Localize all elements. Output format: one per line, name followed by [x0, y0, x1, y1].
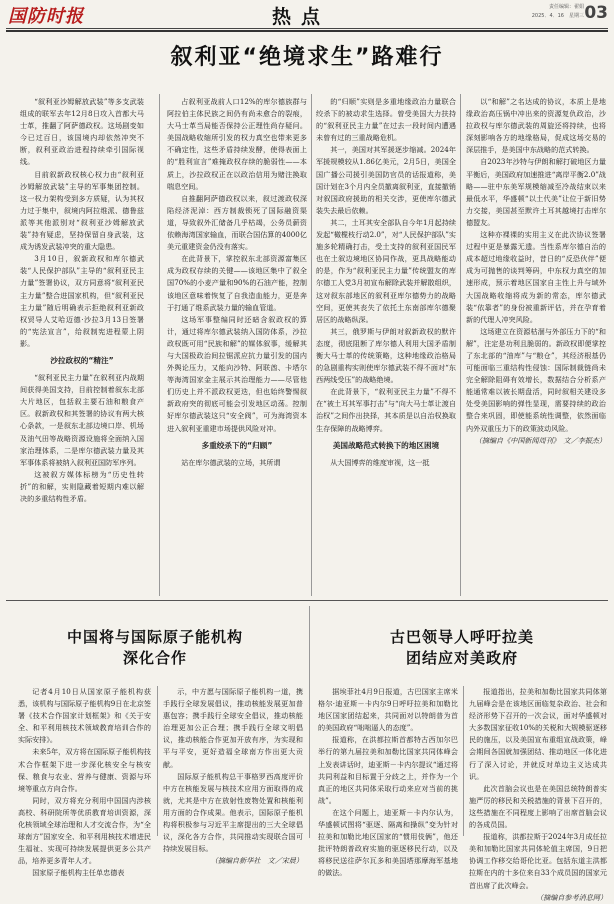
lead-column-3	[316, 96, 456, 592]
header-rule-thick	[6, 30, 608, 32]
bottom-left-column-2	[163, 686, 303, 866]
paragraph: 报道指出，拉美和加勒比国家共同体第九届峰会是在该地区面临复杂政治、社会和经济形势下召开的一次会议，面对华盛顿对大多数国家征收10%的关税和大规模驱逐移民的施压，以及美国宣布重组宣战政策，峰会期间各国就加强团结、推动地区一体化进行了深入讨论，并就反对单边主义达成共识。	[469, 687, 607, 781]
paragraph: 在这个问题上，迪亚斯－卡内尔认为，华盛顿试图将“驱逐、隔离和操纵”变为针对拉美和加勒比地区国家的“惯用伎俩”，他还批评特朗普政府实施的驱逐移民行动，以及将移民送往萨尔瓦多和美国塔那摩海军基地的做法。	[318, 807, 458, 878]
headline-line: 团结应对美政府	[405, 649, 518, 667]
paragraph: 国际原子能机构总干事格罗西高度评价中方在核能发展与核技术应用方面取得的成就，尤其是中方在放射性废物处置和核能利用方面的合作成果。他表示，国际原子能机构将积极参与习近平主席提出的三大全球倡议，深化各方合作，共同推动实现联合国可持续发展目标。	[163, 771, 303, 854]
bottom-right-headline	[316, 627, 608, 669]
article-credit: （摘编自参考消息网）	[536, 892, 607, 902]
column-divider	[311, 94, 312, 596]
paragraph: 记者4月10日从国家原子能机构获悉，该机构与国际原子能机构9日在北京签署《技术合作国家计划框架》和《关于安全、和平利用核技术领域教育培训合作的实际安排》。	[18, 687, 151, 745]
paragraph: 目前叙新政权核心权力由“叙利亚沙姆解放武装”主导的军事集团控制。这一权力架构受到多方质疑，认为其权力过于集中，叙境内阿拉维派、德鲁兹派等其他派别对“叙利亚沙姆解放武装”持有疑虑，坚持保留自身武装，这成为诱发武装冲突的重大隐患。	[20, 169, 144, 252]
page-header	[0, 0, 614, 28]
article-credit: （摘编自新华社 文／宋晨）	[210, 856, 303, 866]
paragraph: 的“归顺”实则是多重地缘政治力量联合绞杀下的被动求生选择。曾受美国大力扶持的“叙利亚民主力量”在过去一段时间内遭遇未曾有过的三重战略危机。	[316, 97, 456, 143]
column-divider	[159, 94, 160, 596]
paragraph: 示，中方愿与国际原子能机构一道，携手践行全球发展倡议，推动核能发展更加普惠包容；携手践行全球安全倡议，推动核能治理更加公正合理；携手践行全球文明倡议，推动核能合作更加开放有序，为实现和平与平安，更好造福全球南方作出更大贡献。	[163, 687, 303, 769]
paragraph: 这场军事整编同时还暗含叙政权的算计，通过将库尔德武装纳入国防体系，沙拉政权既可用“民族和解”的媒体叙事，缓解其与大国极政治间拉锯派应抗力量引发的国内外舆论压力，又能向沙特、阿联酋、卡塔尔等海湾国家金主展示其治理能力——尽管他们历史上并不派政权更迭，但也始终警惕叙新政府突的彻底可能会引发地区动荡。控制好库尔德武装这只“安全阀”，可为海湾资本进入叙利亚重建市场提供风险对冲。	[167, 314, 307, 433]
header-rule	[6, 28, 608, 29]
paragraph: 自推翻阿萨德政权以来，叙过渡政权深陷经济泥淖：西方制裁锁死了国际融资渠道，导致叙外汇储备几乎枯竭，公务员薪资依赖海湾国家输血，而联合国估算的4000亿美元重建资金仍没有落实。	[167, 193, 307, 252]
editor-line: 责任编辑：翟娟	[548, 4, 584, 10]
paragraph: “叙利亚沙姆解放武装”等多支武装组成的联军去年12月8日攻入首都大马士革，推翻了阿萨德政权。这场剧变如今已过百日，该国境内却依然冲突不断，叙利亚政治进程持续牵引国际视线。	[20, 97, 144, 167]
subheading: 多重绞杀下的“归顾”	[201, 440, 273, 450]
paragraph: 其二，土耳其安全部队自今年1月起持续发起“橄榄枝行动2.0”，对“人民保护部队”实施多轮精确打击，受土支持的叙利亚国民军也在土叙边境地区协同作战，更具战略能动的是，作为“叙利亚民主力量”传统盟友的库尔德工人党3月初宣布解除武装并解散组织，这对叙东部地区的叙利亚库尔德势力的战略空间，更使其丧失了依托土东南部库尔德聚居区的战略纵深。	[316, 217, 456, 324]
headline-line: 深化合作	[122, 649, 187, 667]
column-divider	[463, 686, 464, 836]
headline-line: 中国将与国际原子能机构	[66, 628, 243, 646]
header-info	[532, 3, 584, 21]
bottom-right-column-1	[318, 686, 458, 878]
paragraph: 自2023年沙特与伊朗和解打破地区力量平衡后，美国政府加速推进“离岸平衡2.0”战略——驻中东美军规模缩减至冷战结束以来最低水平，华盛顿“以土代美”让位于新旧势力交接，美国甚至默许土耳其越境打击库尔德盟友。	[466, 157, 606, 227]
article-credit: （摘编自《中国新闻周刊》 文／李振杰）	[474, 435, 606, 445]
column-divider	[460, 94, 461, 596]
paragraph: 报道称，洪都拉斯于2024年3月成任拉美和加勒比国家共同体轮值主席国，9日把协调工作移交给哥伦比亚。包括东道主洪都拉斯在内的十多位来自33个成员国的国家元首出席了此次峰会。	[469, 832, 607, 890]
paragraph: 这被叙方媒体标榜为“历史性转折”的和解，实则隐藏着短期内难以解决的多重结构性矛盾。	[20, 469, 144, 503]
paragraph: 这场建立在资源枯涸与外部压力下的“和解”，注定是功利且脆弱的。新政权即便掌控了东北部的“油库”与“粮仓”，其经济根基仍可能面临三重结构性侵蚀：国际制裁链尚未完全解除阻碍有效增长，数据结合分析系产能通常难以被长期盘活，同时叙相关建设多处受美国影响的弹性显现，需要持续的政治整合来巩固，即使能系统性调整，依然面临内外双重压力下的政策波动风险。	[466, 326, 606, 433]
paragraph: 以“和解”之名达成的协议，本质上是地缘政治高压锅中冲出来的资源复仇政治，沙拉政权与库尔德武装的周旋还将持续，也将深刻影响各方的地缘格局，促成这场交易的深层推手，是美国中东战略的范式转换。	[466, 97, 606, 155]
lead-column-4	[466, 96, 606, 594]
paragraph: 报道称，在洪都拉斯首都特古西加尔巴举行的第九届拉美和加勒比国家共同体峰会上发表讲话时，迪亚斯－卡内尔提议“通过将共同利益和目标置于分歧之上，并作为一个真正的地区共同体采取行动来应对当前的挑战”。	[318, 735, 458, 805]
paragraph: 从大国博弈的维度审视，这一抵	[330, 457, 430, 467]
newspaper-logo: 国防时报	[8, 6, 84, 27]
paragraph: 其一，美国对其军援逐步缩减。2024年军援规模较从1.86亿美元，2月5日，美国全国广播公司援引美国防官员的话报道称，美国计划在3个月内全员撤离叙利亚，直接撤销对叙国政府援助的相关交涉，更使库尔德武装失去最后依赖。	[316, 145, 456, 215]
subheading: 美国战略范式转换下的地区困境	[332, 440, 440, 450]
paragraph: 未来5年，双方将在国际原子能机构技术合作框架下进一步深化核安全与核安保、粮食与农业、营养与健康、资源与环境等重点方向合作。	[18, 747, 151, 793]
section-title: 热点	[272, 6, 331, 28]
subheading: 沙拉政权的“精注”	[50, 355, 114, 365]
lead-column-2	[167, 96, 307, 592]
paragraph: 在此背景下，掌控叙东北部资源富集区成为政权存续的关键——该地区集中了叙全国70%的小麦产量和90%的石油产能，控制该地区意味着恢复了自我造血能力，更是奔于打通了维系武装力量的输血管道。	[167, 254, 307, 312]
paragraph: 同时，双方将充分利用中国国内涉核高校、科研院所等优质教育培训资源，深化核领域全球治理和人才交流合作，为“全球南方”国家安全、和平利用核技术增进民生福祉、实现可持续发展提供更多公共产品，培养更多青年人才。	[18, 795, 151, 866]
paragraph: 国家原子能机构主任单忠德表	[32, 868, 125, 878]
paragraph: “叙利亚民主力量”在叙利亚内战期间获得美国支持，目前控制着叙东北部大片地区，包括叙主要石油和粮食产区。叙新政权和其签署的协议有两大核心条款，一是叙东北部边境口岸、机场及油气田等战略资源设施将全面纳入国家治理体系，二是库尔德武装力量及其军事体系将被纳入叙利亚国防军序列。	[20, 373, 144, 467]
paragraph: 其三，俄罗斯与伊朗对叙新政权的默许态度，彻底阻断了库尔德人利用大国矛盾制衡大马士革的传统策略，这种地缘政治格局的急剧重构实则使库尔德武装不得不面对“东西两线受压”的战略绝境。	[316, 326, 456, 385]
bottom-left-column-1	[18, 686, 151, 878]
paragraph: 此次首脑会议也是在美国总统特朗普实施严厉的移民和关税措施的背景下召开的，这些措施在不同程度上影响了出席首脑会议的各成员国。	[469, 783, 607, 830]
date-line: 2025．4．16 星期三	[531, 13, 584, 19]
lead-headline: 叙利亚“绝境求生”路难行	[170, 45, 444, 70]
section-divider	[309, 606, 310, 838]
page-number: 03	[584, 3, 608, 23]
paragraph: 据埃菲社4月9日报道，古巴国家主席米格尔·迪亚斯－卡内尔9日呼吁拉美和加勒比地区国家团结起来，共同面对以特朗普为首的美国政府“咄咄逼人的态度”。	[318, 687, 458, 733]
lead-column-1	[20, 96, 144, 596]
paragraph: 站在库尔德武装的立场，其所谓	[181, 457, 281, 467]
paragraph: 这种亦裸裸的实用主义在此次协议签署过程中更是暴露无遗。当性系库尔德自治的成本超过地缘收益时，昔日的“反恐伙伴”便成为可抛售的谈判筹码，中东权力真空的加速形成，预示着地区国家自主性上升与域外大国战略收缩将成为新的常态，库尔德武装“依靠者”的身份被重新评估，并在孕育着新的代理人冲突风险。	[466, 230, 606, 324]
section-divider	[6, 600, 608, 601]
bottom-left-headline	[10, 627, 300, 669]
headline-line: 古巴领导人呼吁拉美	[389, 628, 534, 646]
column-divider	[157, 686, 158, 836]
paragraph: 在此背景下，“叙利亚民主力量”不得不在“被土耳其军事打击”与“向大马士革让渡自治权”之间作出抉择，其本质是以自治权换取生存保障的战略博弈。	[316, 387, 456, 433]
paragraph: 3月10日，叙新政权和库尔德武装“人民保护部队”主导的“叙利亚民主力量”签署协议，双方同意将“叙利亚民主力量”整合进国家机构，但“叙利亚民主力量”随后明确表示拒绝叙利亚新政权贸导人艾哈迈德·沙拉3月13日签署的“宪法宣言”，给叙制宪进程蒙上阴影。	[20, 254, 144, 348]
bottom-right-column-2	[469, 686, 607, 902]
paragraph: 占叙利亚战前人口12%的库尔德族群与阿拉伯主体民族之间仍有尚未愈合的裂痕，大马士革当局能否保持公正理性尚存疑问。美国战略收缩所引发的权力真空也带来更多不确定性，这些矛盾持续发酵，使得表面上的“胜利宣言”难掩政权存续的脆弱性——本质上，沙拉政权正在以政治信用为赌注换取喘息空间。	[167, 97, 307, 191]
